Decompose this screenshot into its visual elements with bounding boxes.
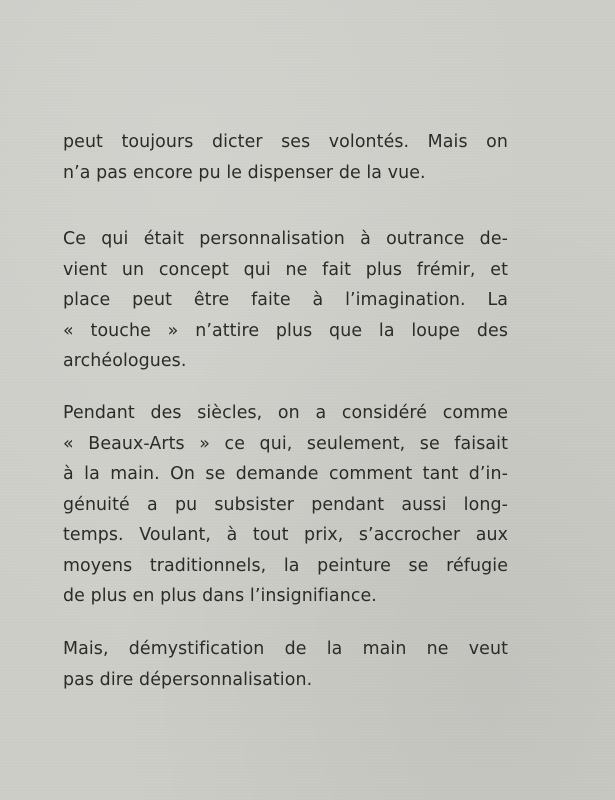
text-line: moyens traditionnels, la peinture se réfugie xyxy=(63,555,508,576)
text-line: archéologues. xyxy=(63,351,187,371)
text-line: place peut être faite à l’imagination. La xyxy=(63,290,508,310)
text-line: peut toujours dicter ses volontés. Mais on xyxy=(63,132,508,152)
text-line: génuité a pu subsister pendant aussi long- xyxy=(63,494,508,515)
paragraph-2 xyxy=(63,224,508,377)
text-line: vient un concept qui ne fait plus frémir, et xyxy=(63,259,508,280)
text-line: temps. Voulant, à tout prix, s’accrocher aux xyxy=(63,525,508,545)
text-line: Pendant des siècles, on a considéré comme xyxy=(63,403,508,423)
text-line: « Beaux-Arts » ce qui, seulement, se faisait xyxy=(63,433,508,454)
text-line: « touche » n’attire plus que la loupe des xyxy=(63,320,508,341)
text-line: à la main. On se demande comment tant d’in- xyxy=(63,464,508,484)
paragraph-1 xyxy=(63,127,508,188)
text-line: Ce qui était personnalisation à outrance de- xyxy=(63,229,508,249)
text-line: n’a pas encore pu le dispenser de la vue. xyxy=(63,162,426,183)
text-line: Mais, démystification de la main ne veut xyxy=(63,639,508,659)
text-line: de plus en plus dans l’insignifiance. xyxy=(63,586,377,606)
text-line: pas dire dépersonnalisation. xyxy=(63,669,313,690)
paragraph-3 xyxy=(63,398,508,612)
paragraph-4 xyxy=(63,634,508,695)
